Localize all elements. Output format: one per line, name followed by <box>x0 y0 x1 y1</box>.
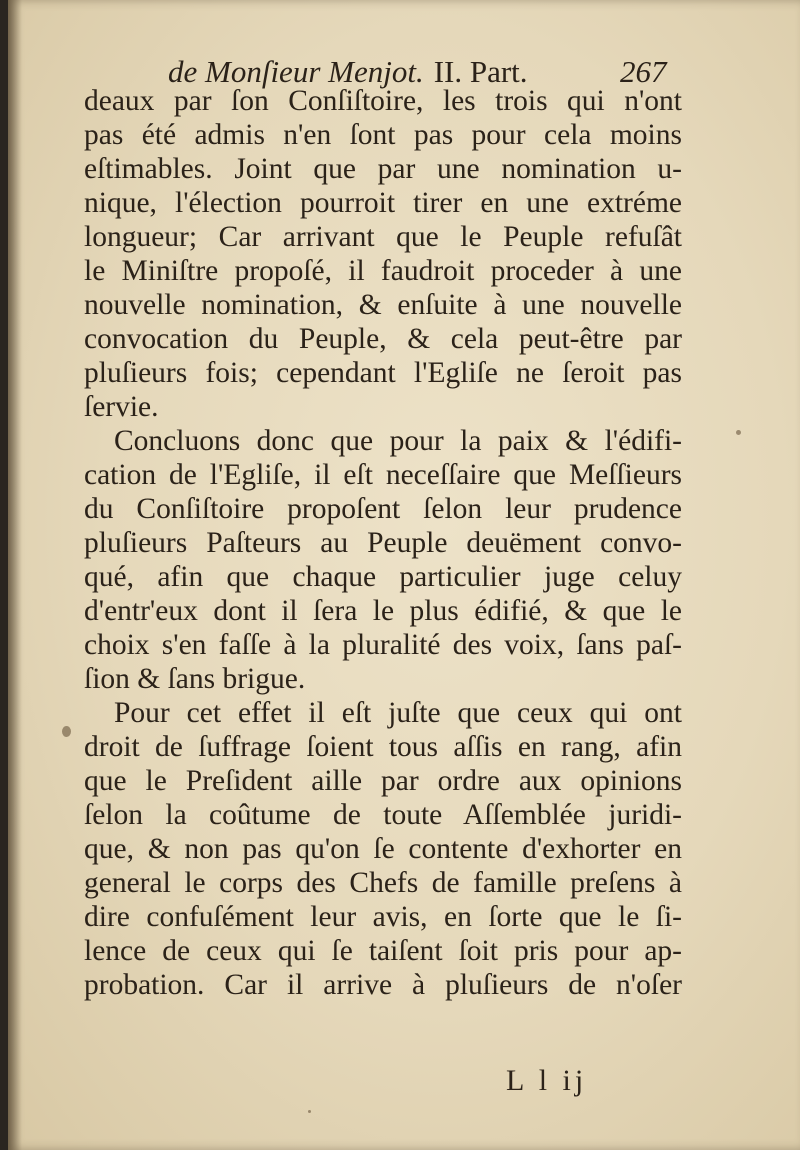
ink-spot <box>62 726 71 737</box>
text-line: qué, afin que chaque particulier juge celuy <box>84 561 682 593</box>
text-line: nouvelle nomination, & enſuite à une nouvelle <box>84 289 682 321</box>
part-label: II. Part. <box>433 54 528 89</box>
book-page <box>8 0 800 1150</box>
text-line: que le Preſident aille par ordre aux opinions <box>84 765 682 797</box>
text-line: probation. Car il arrive à pluſieurs de n'oſer <box>84 969 682 1001</box>
text-line: ſervie. <box>84 391 159 423</box>
text-line: general le corps des Chefs de famille preſens à <box>84 867 682 899</box>
running-title: de Monſieur Menjot. <box>168 54 424 89</box>
text-line: choix s'en faſſe à la pluralité des voix, ſans paſ- <box>84 629 682 661</box>
text-line: pluſieurs Paſteurs au Peuple deuëment convo- <box>84 527 682 559</box>
text-line: deaux par ſon Conſiſtoire, les trois qui n'ont <box>84 85 682 117</box>
text-line: longueur; Car arrivant que le Peuple refuſât <box>84 221 682 253</box>
paragraph-start-line: Concluons donc que pour la paix & l'édifi- <box>114 425 682 457</box>
signature-mark: L l ij <box>506 1064 588 1097</box>
page-number: 267 <box>620 54 667 89</box>
text-line: cation de l'Egliſe, il eſt neceſſaire que Meſſieurs <box>84 459 682 491</box>
text-line: dire confuſément leur avis, en ſorte que le ſi- <box>84 901 682 933</box>
text-line: lence de ceux qui ſe taiſent ſoit pris pour ap- <box>84 935 682 967</box>
text-line: d'entr'eux dont il ſera le plus édifié, & que le <box>84 595 682 627</box>
paragraph-start-line: Pour cet effet il eſt juſte que ceux qui ont <box>114 697 682 729</box>
text-line: que, & non pas qu'on ſe contente d'exhorter en <box>84 833 682 865</box>
text-line: convocation du Peuple, & cela peut-être par <box>84 323 682 355</box>
text-line: pluſieurs fois; cependant l'Egliſe ne ſeroit pas <box>84 357 682 389</box>
text-line: ſion & ſans brigue. <box>84 663 306 695</box>
ink-spot <box>308 1110 311 1113</box>
text-line: du Conſiſtoire propoſent ſelon leur prudence <box>84 493 682 525</box>
text-line: droit de ſuffrage ſoient tous aſſis en rang, afin <box>84 731 682 763</box>
text-line: ſelon la coûtume de toute Aſſemblée juridi- <box>84 799 682 831</box>
text-line: le Miniſtre propoſé, il faudroit proceder à une <box>84 255 682 287</box>
text-line: nique, l'élection pourroit tirer en une extréme <box>84 187 682 219</box>
ink-spot <box>736 430 741 435</box>
text-line: eſtimables. Joint que par une nomination u- <box>84 153 682 185</box>
body-text <box>84 84 682 1002</box>
text-line: pas été admis n'en ſont pas pour cela moins <box>84 119 682 151</box>
